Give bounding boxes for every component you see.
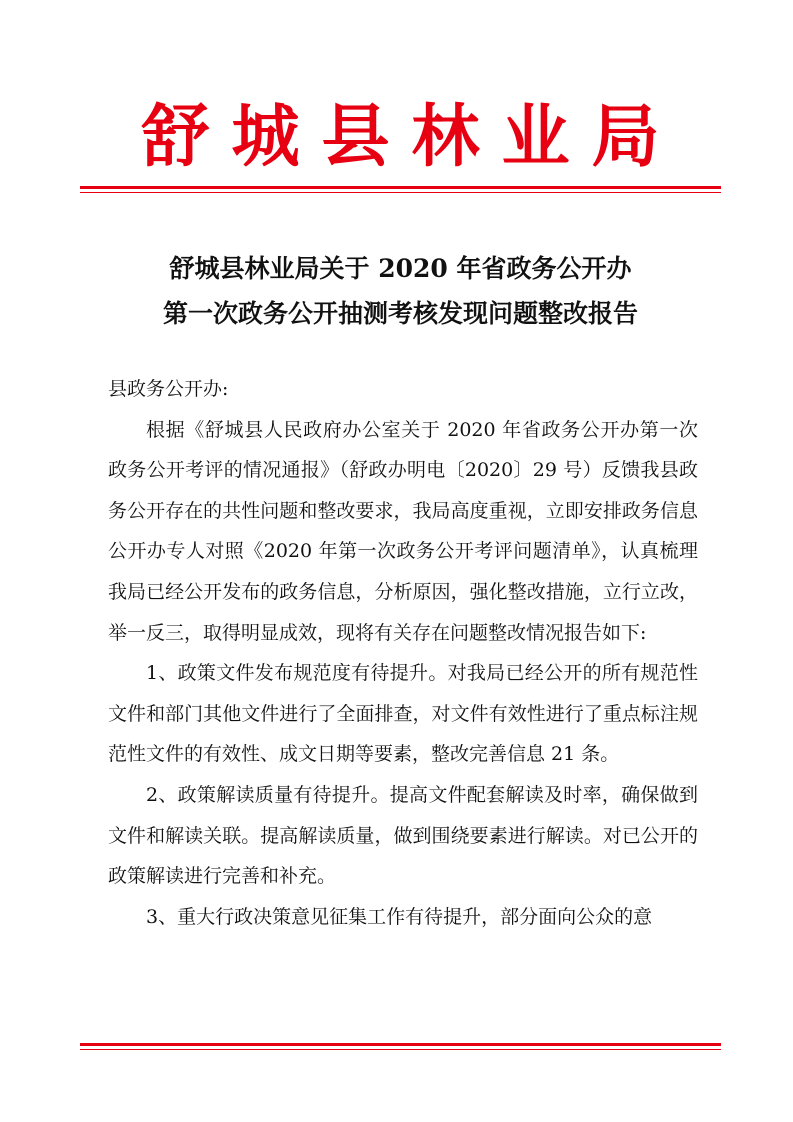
paragraph-item-3: 3、重大行政决策意见征集工作有待提升，部分面向公众的意 (146, 905, 653, 928)
header-red-rule-thick (80, 186, 721, 189)
paragraph-item-1: 1、政策文件发布规范度有待提升。对我局已经公开的所有规范性文件和部门其他文件进行了全面排查，对文件有效性进行了重点标注规范性文件的有效性、成文日期等要素，整改完善信息 21 条。 (108, 662, 698, 766)
header-red-rule-thin (80, 192, 721, 193)
letterhead-title: 舒城县林业局 (141, 97, 682, 177)
document-title-line-2: 第一次政务公开抽测考核发现问题整改报告 (162, 299, 638, 328)
paragraph-item-2: 2、政策解读质量有待提升。提高文件配套解读及时率，确保做到文件和解读关联。提高解读质量，做到围绕要素进行解读。对已公开的政策解读进行完善和补充。 (108, 783, 698, 888)
footer-red-rule-thin (80, 1049, 721, 1050)
paragraph-intro: 根据《舒城县人民政府办公室关于 2020 年省政务公开办第一次政务公开考评的情况通报》（舒政办明电〔2020〕29 号）反馈我县政务公开存在的共性问题和整改要求，我局高度重视，立即安排政务信息公开办专人对照《2020 年第一次政务公开考评问题清单》，认真梳理我局已经公开发布的政务信息，分析原因，强化整改措施，立行立改，举一反三，取得明显成效，现将有关存在问题整改情况报告如下: (108, 418, 698, 644)
letterhead (80, 92, 721, 182)
document-title (80, 246, 721, 336)
document-body (108, 369, 698, 937)
document-title-line-1: 舒城县林业局关于 2020 年省政务公开办 (169, 254, 632, 283)
footer-red-rule-thick (80, 1043, 721, 1046)
salutation: 县政务公开办: (108, 378, 229, 400)
